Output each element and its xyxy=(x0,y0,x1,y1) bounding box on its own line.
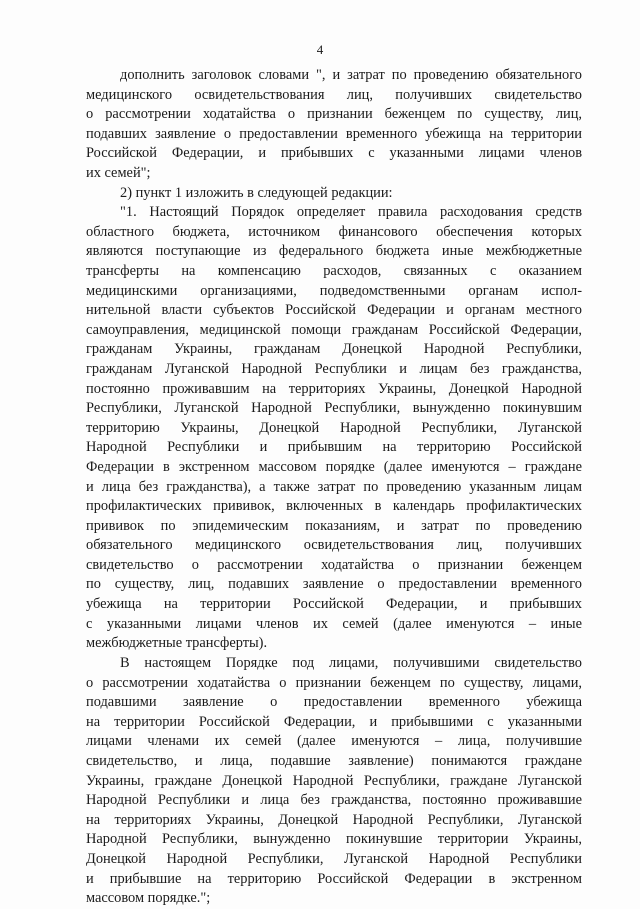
text-line: Народной Республики и прибывшим на территорию Российской xyxy=(86,439,582,456)
text-line: и лица без гражданства), а также затрат по проведению указанным лицам xyxy=(86,478,582,495)
text-line: гражданам Луганской Народной Республики и лицам без гражданства, xyxy=(86,360,582,377)
text-line: Федерации в экстренном массовом порядке (далее именуются – граждане xyxy=(86,458,582,475)
text-line: Народной Республики и лица без гражданства, постоянно проживавшие xyxy=(86,792,582,809)
text-line: Донецкой Народной Республики, Луганской Народной Республики xyxy=(86,850,582,867)
text-line: 2) пункт 1 изложить в следующей редакции: xyxy=(120,184,393,201)
text-line: Республики, Луганской Народной Республики, вынужденно покинувшим xyxy=(86,400,582,417)
text-line: прививок по эпидемическим показаниям, и затрат по проведению xyxy=(86,517,582,534)
text-line: Украины, граждане Донецкой Народной Республики, граждане Луганской xyxy=(86,772,582,789)
text-line: Народной Республики, вынужденно покинувшие территории Украины, xyxy=(86,831,582,848)
text-line: нительной власти субъектов Российской Федерации и органам местного xyxy=(86,302,582,319)
text-line: на территориях Украины, Донецкой Народной Республики, Луганской xyxy=(86,811,582,828)
text-line: дополнить заголовок словами ", и затрат по проведению обязательного xyxy=(120,67,582,83)
paragraph-point-2 xyxy=(86,184,582,204)
text-line: профилактических прививок, включенных в календарь профилактических xyxy=(86,498,582,515)
text-line: постоянно проживавшим на территориях Украины, Донецкой Народной xyxy=(86,380,582,397)
text-line: и прибывшие на территорию Российской Федерации в экстренном xyxy=(86,870,582,887)
text-line: трансферты на компенсацию расходов, связанных с оказанием xyxy=(86,262,582,279)
text-line: массовом порядке."; xyxy=(86,890,211,907)
text-line: о рассмотрении ходатайства о признании беженцем по существу, лиц, xyxy=(86,106,582,123)
paragraph-heading-amendment xyxy=(86,66,582,184)
text-line: областного бюджета, источником финансового обеспечения которых xyxy=(86,223,582,240)
paragraph-definitions xyxy=(86,654,582,909)
text-line: самоуправления, медицинской помощи гражданам Российской Федерации, xyxy=(86,321,582,338)
page-number: 4 xyxy=(316,42,324,57)
text-line: подавших заявление о предоставлении временного убежища на территории xyxy=(86,125,582,142)
text-line: свидетельство о рассмотрении ходатайства о признании беженцем xyxy=(86,556,582,573)
text-line: В настоящем Порядке под лицами, получившими свидетельство xyxy=(120,655,582,671)
paragraph-clause-1 xyxy=(86,203,582,654)
text-line: их семей"; xyxy=(86,164,151,181)
text-line: убежища на территории Российской Федерации, и прибывших xyxy=(86,596,582,613)
text-line: медицинскими организациями, подведомственными органам испол- xyxy=(86,282,582,299)
text-line: гражданам Украины, гражданам Донецкой Народной Республики, xyxy=(86,341,582,358)
text-line: свидетельство, и лица, подавшие заявление) понимаются граждане xyxy=(86,752,582,769)
text-line: Российской Федерации, и прибывших с указанными лицами членов xyxy=(86,145,582,162)
text-line: обязательного медицинского освидетельствования лиц, получивших xyxy=(86,537,582,554)
text-line: медицинского освидетельствования лиц, получивших свидетельство xyxy=(86,86,582,103)
text-line: территорию Украины, Донецкой Народной Республики, Луганской xyxy=(86,419,582,436)
text-line: по существу, лиц, подавших заявление о предоставлении временного xyxy=(86,576,582,593)
text-line: подавшими заявление о предоставлении временного убежища xyxy=(86,694,582,711)
text-line: межбюджетные трансферты). xyxy=(86,635,268,652)
text-line: "1. Настоящий Порядок определяет правила расходования средств xyxy=(120,204,582,221)
text-line: о рассмотрении ходатайства о признании беженцем по существу, лицами, xyxy=(86,674,582,691)
text-line: лицами членами их семей (далее именуются – лица, получившие xyxy=(86,733,582,750)
text-line: с указанными лицами членов их семей (далее именуются – иные xyxy=(86,615,582,632)
text-line: являются поступающие из федерального бюджета иные межбюджетные xyxy=(86,243,582,260)
text-line: на территории Российской Федерации, и прибывшими с указанными xyxy=(86,713,582,730)
